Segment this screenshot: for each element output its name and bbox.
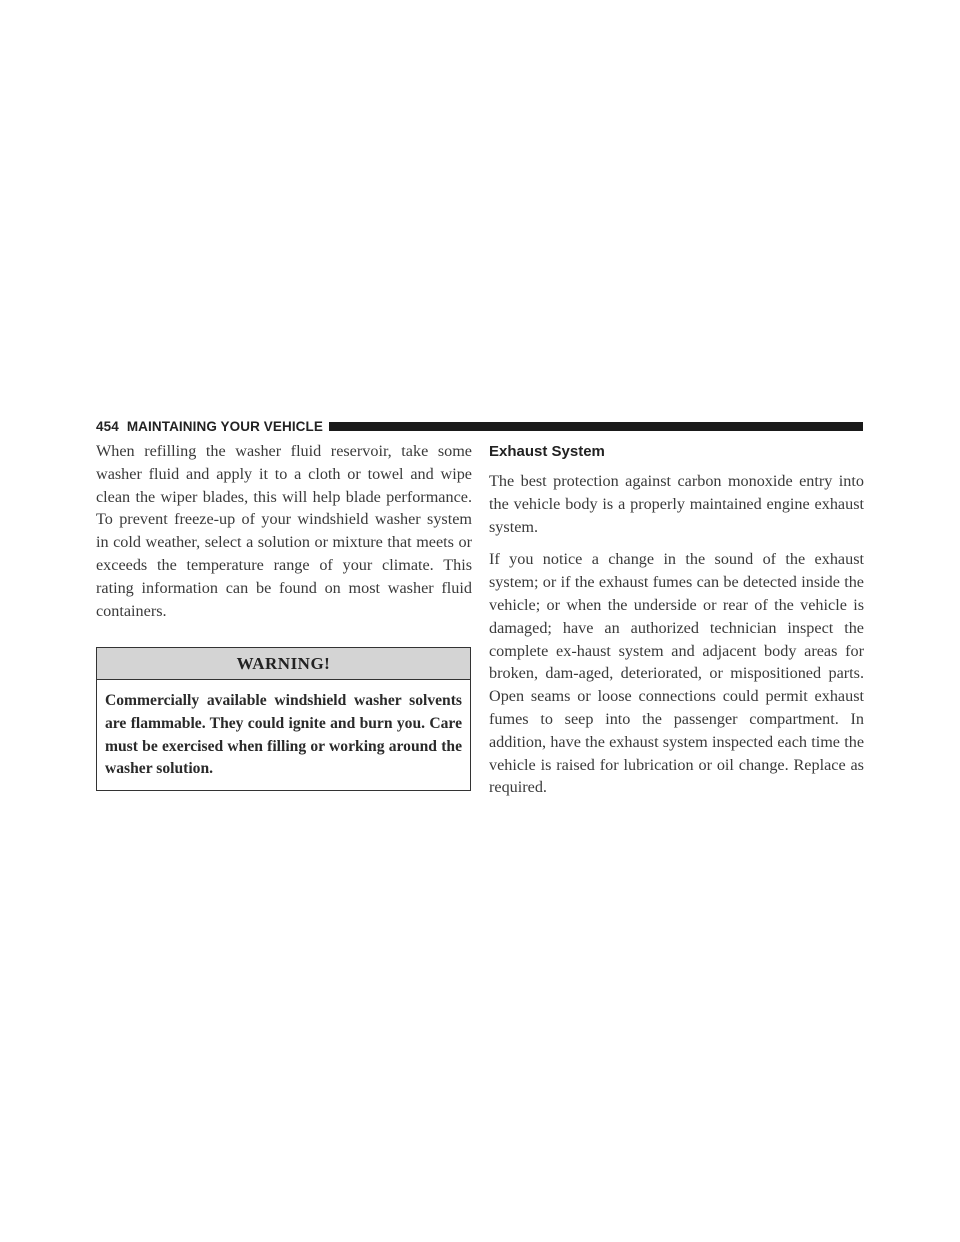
page-number: 454 (96, 418, 119, 434)
header-text (96, 419, 323, 434)
section-title: MAINTAINING YOUR VEHICLE (126, 418, 323, 434)
warning-title: WARNING! (97, 648, 470, 680)
section-heading: Exhaust System (489, 443, 605, 460)
washer-fluid-paragraph: When refilling the washer fluid reservoir, take some washer fluid and apply it to a cloth or towel and wipe clean the wiper blades, this will help blade performance. To prevent freeze-up of your windshield washer system in cold weather, select a solution or mixture that meets or exceeds the temperature range of your climate. This rating information can be found on most washer fluid containers. (96, 442, 472, 620)
exhaust-paragraph-1: The best protection against carbon monoxide entry into the vehicle body is a properly maintained engine exhaust system. (489, 472, 864, 536)
header-rule (329, 422, 863, 431)
right-column (489, 440, 864, 799)
page-header (96, 416, 863, 436)
warning-box (96, 647, 471, 791)
warning-text: Commercially available windshield washer solvents are flammable. They could ignite and burn you. Care must be exercised when filling or working around the washer solution. (105, 692, 462, 778)
left-column (96, 440, 472, 791)
exhaust-paragraph-2: If you notice a change in the sound of the exhaust system; or if the exhaust fumes can be detected inside the vehicle; or when the underside or rear of the vehicle is damaged; have an authorized technician inspect the complete ex-haust system and adjacent body areas for broken, dam-aged, deteriorated, or mispositioned parts. Open seams or loose connections could permit exhaust fumes to seep into the passenger compartment. In addition, have the exhaust system inspected each time the vehicle is raised for lubrication or oil change. Replace as required. (489, 550, 864, 797)
